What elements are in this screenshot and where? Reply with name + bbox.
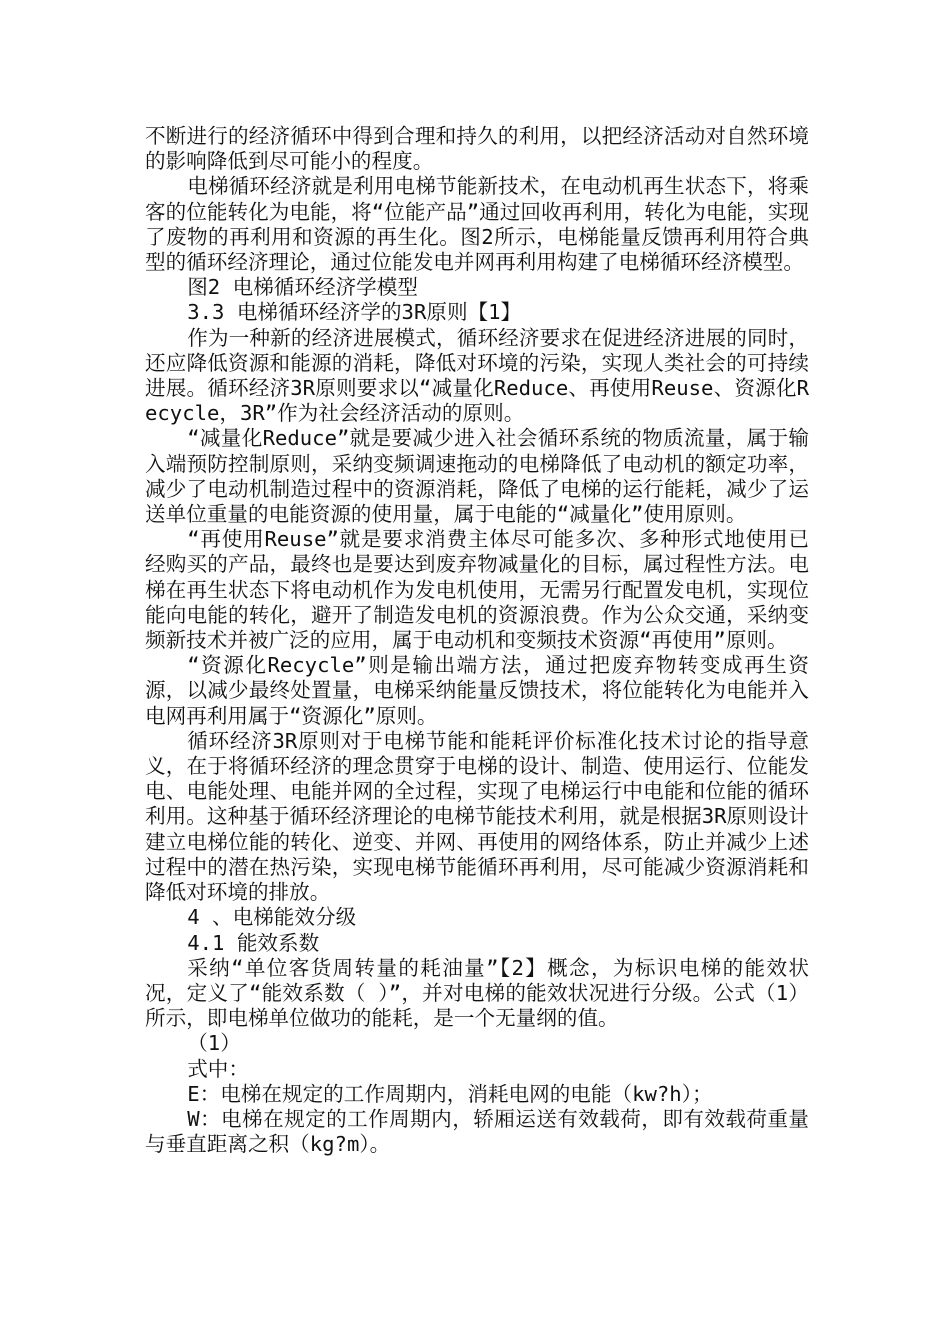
- paragraph: “减量化Reduce”就是要减少进入社会循环系统的物质流量，属于输入端预防控制原则，采纳变频调速拖动的电梯降低了电动机的额定功率，减少了电动机制造过程中的资源消耗，降低了电梯的运行能耗，减少了运送单位重量的电能资源的使用量，属于电能的“减量化”使用原则。: [145, 426, 809, 527]
- figure-caption: 图2 电梯循环经济学模型: [187, 275, 418, 300]
- equation-label: （1）: [187, 1031, 241, 1056]
- paragraph: 作为一种新的经济进展模式，循环经济要求在促进经济进展的同时，还应降低资源和能源的消耗，降低对环境的污染，实现人类社会的可持续进展。循环经济3R原则要求以“减量化Reduce、再使用Reuse、资源化Recycle，3R”作为社会经济活动的原则。: [145, 325, 809, 426]
- section-heading: 4 、电梯能效分级: [187, 905, 357, 930]
- definition-item: W：电梯在规定的工作周期内，轿厢运送有效载荷，即有效载荷重量与垂直距离之积（kg?m）。: [145, 1106, 809, 1157]
- paragraph: 循环经济3R原则对于电梯节能和能耗评价标准化技术讨论的指导意义，在于将循环经济的理念贯穿于电梯的设计、制造、使用运行、位能发电、电能处理、电能并网的全过程，实现了电梯运行中电能和位能的循环利用。这种基于循环经济理论的电梯节能技术利用，就是根据3R原则设计建立电梯位能的转化、逆变、并网、再使用的网络体系，防止并减少上述过程中的潜在热污染，实现电梯节能循环再利用，尽可能减少资源消耗和降低对环境的排放。: [145, 728, 809, 905]
- paragraph: 采纳“单位客货周转量的耗油量”【2】概念，为标识电梯的能效状况，定义了“能效系数（ ）”，并对电梯的能效状况进行分级。公式（1）所示，即电梯单位做功的能耗，是一个无量纲的值。: [145, 955, 809, 1031]
- paragraph: 不断进行的经济循环中得到合理和持久的利用，以把经济活动对自然环境的影响降低到尽可能小的程度。: [145, 124, 809, 174]
- paragraph: “资源化Recycle”则是输出端方法，通过把废弃物转变成再生资源，以减少最终处置量，电梯采纳能量反馈技术，将位能转化为电能并入电网再利用属于“资源化”原则。: [145, 653, 809, 728]
- paragraph: “再使用Reuse”就是要求消费主体尽可能多次、多种形式地使用已经购买的产品，最终也是要达到废弃物减量化的目标，属过程性方法。电梯在再生状态下将电动机作为发电机使用，无需另行配置发电机，实现位能向电能的转化，避开了制造发电机的资源浪费。作为公众交通，采纳变频新技术并被广泛的应用，属于电动机和变频技术资源“再使用”原则。: [145, 527, 809, 653]
- document-body: [145, 124, 809, 1157]
- section-heading: 3.3 电梯循环经济学的3R原则【1】: [187, 300, 522, 325]
- subsection-heading: 4.1 能效系数: [187, 930, 320, 955]
- paragraph: 式中：: [187, 1056, 249, 1081]
- paragraph: 电梯循环经济就是利用电梯节能新技术，在电动机再生状态下，将乘客的位能转化为电能，将“位能产品”通过回收再利用，转化为电能，实现了废物的再利用和资源的再生化。图2所示，电梯能量反馈再利用符合典型的循环经济理论，通过位能发电并网再利用构建了电梯循环经济模型。: [145, 174, 809, 275]
- definition-item: E：电梯在规定的工作周期内，消耗电网的电能（kw?h）；: [187, 1081, 713, 1106]
